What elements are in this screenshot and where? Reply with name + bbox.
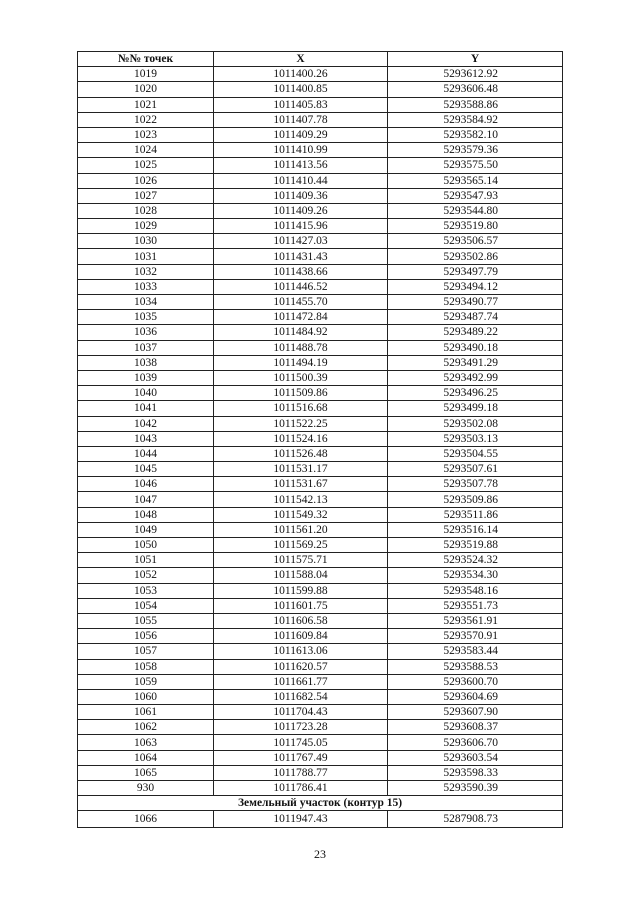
page-number: 23 xyxy=(314,847,326,861)
table-row xyxy=(78,82,563,97)
x-coordinate-cell: 1011569.25 xyxy=(214,538,388,553)
point-number-cell: 1030 xyxy=(78,234,214,249)
y-coordinate-cell: 5293503.13 xyxy=(388,431,563,446)
y-coordinate-cell: 5293496.25 xyxy=(388,386,563,401)
point-number-cell: 1064 xyxy=(78,750,214,765)
y-coordinate-cell: 5293497.79 xyxy=(388,264,563,279)
x-coordinate-cell: 1011661.77 xyxy=(214,674,388,689)
point-number-cell: 1028 xyxy=(78,203,214,218)
y-coordinate-cell: 5293519.80 xyxy=(388,219,563,234)
x-coordinate-cell: 1011588.04 xyxy=(214,568,388,583)
y-coordinate-cell: 5293551.73 xyxy=(388,598,563,613)
point-number-cell: 1042 xyxy=(78,416,214,431)
y-coordinate-cell: 5293502.08 xyxy=(388,416,563,431)
x-coordinate-cell: 1011561.20 xyxy=(214,522,388,537)
x-coordinate-cell: 1011400.26 xyxy=(214,67,388,82)
y-coordinate-cell: 5293509.86 xyxy=(388,492,563,507)
point-number-cell: 1047 xyxy=(78,492,214,507)
x-coordinate-cell: 1011609.84 xyxy=(214,629,388,644)
y-coordinate-cell: 5293603.54 xyxy=(388,750,563,765)
table-row xyxy=(78,401,563,416)
table-row xyxy=(78,416,563,431)
table-row xyxy=(78,492,563,507)
x-coordinate-cell: 1011613.06 xyxy=(214,644,388,659)
section-row xyxy=(78,796,563,811)
point-number-cell: 1066 xyxy=(78,811,214,828)
point-number-cell: 1060 xyxy=(78,689,214,704)
table-row xyxy=(78,811,563,828)
x-coordinate-cell: 1011494.19 xyxy=(214,355,388,370)
y-coordinate-cell: 5293487.74 xyxy=(388,310,563,325)
point-number-cell: 1023 xyxy=(78,127,214,142)
x-coordinate-cell: 1011522.25 xyxy=(214,416,388,431)
x-coordinate-cell: 1011509.86 xyxy=(214,386,388,401)
point-number-cell: 1059 xyxy=(78,674,214,689)
table-row xyxy=(78,203,563,218)
point-number-cell: 1035 xyxy=(78,310,214,325)
point-number-cell: 1061 xyxy=(78,705,214,720)
x-coordinate-cell: 1011606.58 xyxy=(214,613,388,628)
point-number-cell: 1065 xyxy=(78,765,214,780)
x-coordinate-cell: 1011488.78 xyxy=(214,340,388,355)
point-number-cell: 1019 xyxy=(78,67,214,82)
table-row xyxy=(78,507,563,522)
x-coordinate-cell: 1011947.43 xyxy=(214,811,388,828)
x-coordinate-cell: 1011575.71 xyxy=(214,553,388,568)
x-coordinate-cell: 1011788.77 xyxy=(214,765,388,780)
y-coordinate-cell: 5293575.50 xyxy=(388,158,563,173)
point-number-cell: 1057 xyxy=(78,644,214,659)
point-number-cell: 1050 xyxy=(78,538,214,553)
table-row xyxy=(78,629,563,644)
header-y: Y xyxy=(388,52,563,67)
table-row xyxy=(78,553,563,568)
y-coordinate-cell: 5293490.77 xyxy=(388,295,563,310)
table-row xyxy=(78,295,563,310)
x-coordinate-cell: 1011549.32 xyxy=(214,507,388,522)
table-row xyxy=(78,158,563,173)
table-row xyxy=(78,644,563,659)
point-number-cell: 1063 xyxy=(78,735,214,750)
point-number-cell: 1043 xyxy=(78,431,214,446)
y-coordinate-cell: 5293608.37 xyxy=(388,720,563,735)
y-coordinate-cell: 5293547.93 xyxy=(388,188,563,203)
x-coordinate-cell: 1011446.52 xyxy=(214,279,388,294)
x-coordinate-cell: 1011400.85 xyxy=(214,82,388,97)
point-number-cell: 1027 xyxy=(78,188,214,203)
point-number-cell: 1020 xyxy=(78,82,214,97)
y-coordinate-cell: 5293499.18 xyxy=(388,401,563,416)
table-row xyxy=(78,522,563,537)
point-number-cell: 1053 xyxy=(78,583,214,598)
point-number-cell: 1021 xyxy=(78,97,214,112)
point-number-cell: 1025 xyxy=(78,158,214,173)
table-row xyxy=(78,310,563,325)
table-row xyxy=(78,765,563,780)
x-coordinate-cell: 1011405.83 xyxy=(214,97,388,112)
table-row xyxy=(78,112,563,127)
point-number-cell: 1026 xyxy=(78,173,214,188)
point-number-cell: 1048 xyxy=(78,507,214,522)
y-coordinate-cell: 5293588.53 xyxy=(388,659,563,674)
point-number-cell: 1062 xyxy=(78,720,214,735)
table-row xyxy=(78,264,563,279)
y-coordinate-cell: 5293507.78 xyxy=(388,477,563,492)
y-coordinate-cell: 5293506.57 xyxy=(388,234,563,249)
x-coordinate-cell: 1011704.43 xyxy=(214,705,388,720)
table-row xyxy=(78,462,563,477)
y-coordinate-cell: 5293490.18 xyxy=(388,340,563,355)
x-coordinate-cell: 1011531.17 xyxy=(214,462,388,477)
point-number-cell: 1032 xyxy=(78,264,214,279)
x-coordinate-cell: 1011682.54 xyxy=(214,689,388,704)
point-number-cell: 1029 xyxy=(78,219,214,234)
point-number-cell: 1034 xyxy=(78,295,214,310)
point-number-cell: 1058 xyxy=(78,659,214,674)
x-coordinate-cell: 1011413.56 xyxy=(214,158,388,173)
point-number-cell: 1039 xyxy=(78,370,214,385)
table-row xyxy=(78,598,563,613)
x-coordinate-cell: 1011472.84 xyxy=(214,310,388,325)
y-coordinate-cell: 5293565.14 xyxy=(388,173,563,188)
y-coordinate-cell: 5293607.90 xyxy=(388,705,563,720)
point-number-cell: 1022 xyxy=(78,112,214,127)
x-coordinate-cell: 1011500.39 xyxy=(214,370,388,385)
header-point-number: №№ точек xyxy=(78,52,214,67)
table-row xyxy=(78,781,563,796)
point-number-cell: 1033 xyxy=(78,279,214,294)
table-row xyxy=(78,340,563,355)
y-coordinate-cell: 5293606.48 xyxy=(388,82,563,97)
table-row xyxy=(78,127,563,142)
x-coordinate-cell: 1011786.41 xyxy=(214,781,388,796)
point-number-cell: 1049 xyxy=(78,522,214,537)
x-coordinate-cell: 1011542.13 xyxy=(214,492,388,507)
y-coordinate-cell: 5293519.88 xyxy=(388,538,563,553)
table-row xyxy=(78,188,563,203)
y-coordinate-cell: 5293502.86 xyxy=(388,249,563,264)
table-row xyxy=(78,735,563,750)
table-row xyxy=(78,431,563,446)
table-row xyxy=(78,477,563,492)
x-coordinate-cell: 1011767.49 xyxy=(214,750,388,765)
x-coordinate-cell: 1011745.05 xyxy=(214,735,388,750)
point-number-cell: 930 xyxy=(78,781,214,796)
x-coordinate-cell: 1011409.26 xyxy=(214,203,388,218)
y-coordinate-cell: 5293491.29 xyxy=(388,355,563,370)
x-coordinate-cell: 1011410.44 xyxy=(214,173,388,188)
point-number-cell: 1044 xyxy=(78,446,214,461)
y-coordinate-cell: 5293583.44 xyxy=(388,644,563,659)
point-number-cell: 1045 xyxy=(78,462,214,477)
y-coordinate-cell: 5293588.86 xyxy=(388,97,563,112)
point-number-cell: 1038 xyxy=(78,355,214,370)
x-coordinate-cell: 1011601.75 xyxy=(214,598,388,613)
x-coordinate-cell: 1011484.92 xyxy=(214,325,388,340)
x-coordinate-cell: 1011620.57 xyxy=(214,659,388,674)
table-row xyxy=(78,613,563,628)
y-coordinate-cell: 5293504.55 xyxy=(388,446,563,461)
table-row xyxy=(78,750,563,765)
x-coordinate-cell: 1011531.67 xyxy=(214,477,388,492)
x-coordinate-cell: 1011526.48 xyxy=(214,446,388,461)
table-row xyxy=(78,674,563,689)
y-coordinate-cell: 5293606.70 xyxy=(388,735,563,750)
point-number-cell: 1040 xyxy=(78,386,214,401)
point-number-cell: 1055 xyxy=(78,613,214,628)
table-row xyxy=(78,370,563,385)
table-row xyxy=(78,538,563,553)
table-row xyxy=(78,446,563,461)
point-number-cell: 1046 xyxy=(78,477,214,492)
y-coordinate-cell: 5293561.91 xyxy=(388,613,563,628)
x-coordinate-cell: 1011516.68 xyxy=(214,401,388,416)
table-row xyxy=(78,67,563,82)
y-coordinate-cell: 5293582.10 xyxy=(388,127,563,142)
point-number-cell: 1052 xyxy=(78,568,214,583)
table-row xyxy=(78,97,563,112)
point-number-cell: 1054 xyxy=(78,598,214,613)
x-coordinate-cell: 1011410.99 xyxy=(214,143,388,158)
table-row xyxy=(78,689,563,704)
table-row xyxy=(78,279,563,294)
y-coordinate-cell: 5293598.33 xyxy=(388,765,563,780)
y-coordinate-cell: 5293524.32 xyxy=(388,553,563,568)
header-x: X xyxy=(214,52,388,67)
table-header-row xyxy=(78,52,563,67)
x-coordinate-cell: 1011415.96 xyxy=(214,219,388,234)
y-coordinate-cell: 5287908.73 xyxy=(388,811,563,828)
table-body xyxy=(78,67,563,828)
y-coordinate-cell: 5293612.92 xyxy=(388,67,563,82)
x-coordinate-cell: 1011723.28 xyxy=(214,720,388,735)
table-row xyxy=(78,249,563,264)
y-coordinate-cell: 5293570.91 xyxy=(388,629,563,644)
y-coordinate-cell: 5293604.69 xyxy=(388,689,563,704)
section-title: Земельный участок (контур 15) xyxy=(78,796,563,811)
y-coordinate-cell: 5293534.30 xyxy=(388,568,563,583)
y-coordinate-cell: 5293548.16 xyxy=(388,583,563,598)
x-coordinate-cell: 1011599.88 xyxy=(214,583,388,598)
table-row xyxy=(78,386,563,401)
table-row xyxy=(78,173,563,188)
y-coordinate-cell: 5293590.39 xyxy=(388,781,563,796)
x-coordinate-cell: 1011409.29 xyxy=(214,127,388,142)
table-row xyxy=(78,325,563,340)
table-row xyxy=(78,720,563,735)
table-row xyxy=(78,355,563,370)
x-coordinate-cell: 1011438.66 xyxy=(214,264,388,279)
y-coordinate-cell: 5293584.92 xyxy=(388,112,563,127)
x-coordinate-cell: 1011431.43 xyxy=(214,249,388,264)
point-number-cell: 1051 xyxy=(78,553,214,568)
y-coordinate-cell: 5293600.70 xyxy=(388,674,563,689)
x-coordinate-cell: 1011409.36 xyxy=(214,188,388,203)
y-coordinate-cell: 5293579.36 xyxy=(388,143,563,158)
table-row xyxy=(78,705,563,720)
point-number-cell: 1024 xyxy=(78,143,214,158)
y-coordinate-cell: 5293494.12 xyxy=(388,279,563,294)
y-coordinate-cell: 5293516.14 xyxy=(388,522,563,537)
y-coordinate-cell: 5293511.86 xyxy=(388,507,563,522)
coordinates-table xyxy=(77,51,563,828)
y-coordinate-cell: 5293544.80 xyxy=(388,203,563,218)
table-row xyxy=(78,143,563,158)
y-coordinate-cell: 5293489.22 xyxy=(388,325,563,340)
x-coordinate-cell: 1011407.78 xyxy=(214,112,388,127)
point-number-cell: 1031 xyxy=(78,249,214,264)
point-number-cell: 1036 xyxy=(78,325,214,340)
x-coordinate-cell: 1011427.03 xyxy=(214,234,388,249)
y-coordinate-cell: 5293492.99 xyxy=(388,370,563,385)
table-row xyxy=(78,583,563,598)
point-number-cell: 1037 xyxy=(78,340,214,355)
x-coordinate-cell: 1011524.16 xyxy=(214,431,388,446)
y-coordinate-cell: 5293507.61 xyxy=(388,462,563,477)
table-row xyxy=(78,219,563,234)
point-number-cell: 1056 xyxy=(78,629,214,644)
x-coordinate-cell: 1011455.70 xyxy=(214,295,388,310)
table-row xyxy=(78,659,563,674)
table-row xyxy=(78,234,563,249)
table-row xyxy=(78,568,563,583)
point-number-cell: 1041 xyxy=(78,401,214,416)
